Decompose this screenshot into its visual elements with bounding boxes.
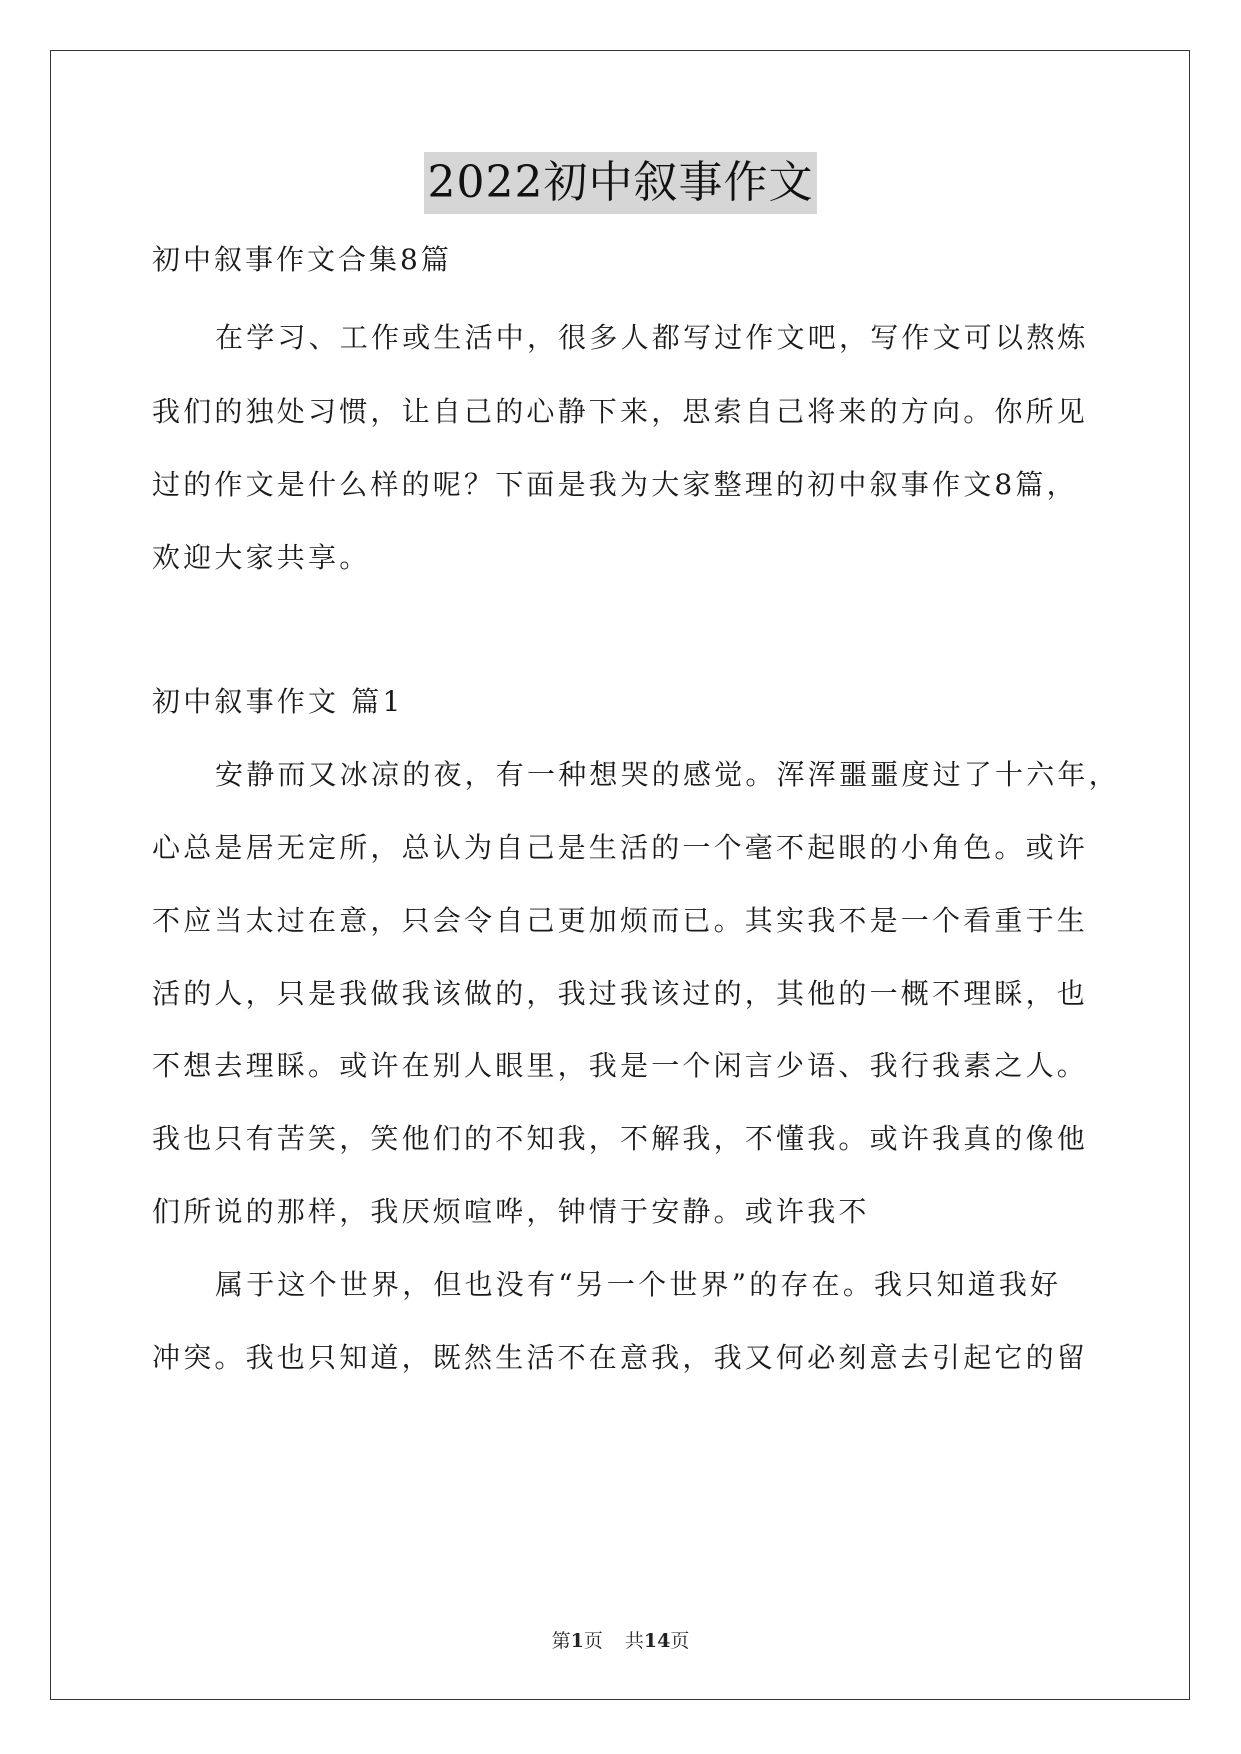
total-prefix: 共 [624, 1630, 644, 1652]
page-number: 1 [570, 1630, 584, 1652]
intro-line: 欢迎大家共享。 [152, 541, 371, 574]
page-border [50, 50, 1190, 1700]
body-line: 不应当太过在意，只会令自己更加烦而已。其实我不是一个看重于生 [152, 904, 1089, 937]
page-footer [0, 1626, 1241, 1653]
body-line: 心总是居无定所，总认为自己是生活的一个毫不起眼的小角色。或许 [152, 831, 1089, 864]
document-subtitle: 初中叙事作文合集8篇 [152, 243, 452, 276]
body-line: 属于这个世界，但也没有“另一个世界”的存在。我只知道我好 [215, 1268, 1062, 1301]
body-line: 安静而又冰凉的夜，有一种想哭的感觉。浑浑噩噩度过了十六年， [215, 758, 1120, 791]
section-heading: 初中叙事作文 篇1 [152, 685, 404, 718]
page-suffix: 页 [583, 1630, 603, 1652]
intro-line: 我们的独处习惯，让自己的心静下来，思索自己将来的方向。你所见 [152, 395, 1089, 428]
total-pages: 14 [643, 1630, 671, 1652]
title-container [0, 152, 1241, 214]
page-prefix: 第 [551, 1630, 571, 1652]
body-line: 不想去理睬。或许在别人眼里，我是一个闲言少语、我行我素之人。 [152, 1049, 1089, 1082]
body-line: 我也只有苦笑，笑他们的不知我，不解我，不懂我。或许我真的像他 [152, 1122, 1089, 1155]
total-suffix: 页 [670, 1630, 690, 1652]
body-line: 冲突。我也只知道，既然生活不在意我，我又何必刻意去引起它的留 [152, 1341, 1089, 1374]
intro-line: 在学习、工作或生活中，很多人都写过作文吧，写作文可以熬炼 [215, 321, 1089, 354]
intro-line: 过的作文是什么样的呢？下面是我为大家整理的初中叙事作文8篇， [152, 468, 1078, 501]
document-title: 2022初中叙事作文 [424, 152, 818, 214]
body-line: 们所说的那样，我厌烦喧哗，钟情于安静。或许我不 [152, 1195, 870, 1228]
body-line: 活的人，只是我做我该做的，我过我该过的，其他的一概不理睬，也 [152, 977, 1089, 1010]
